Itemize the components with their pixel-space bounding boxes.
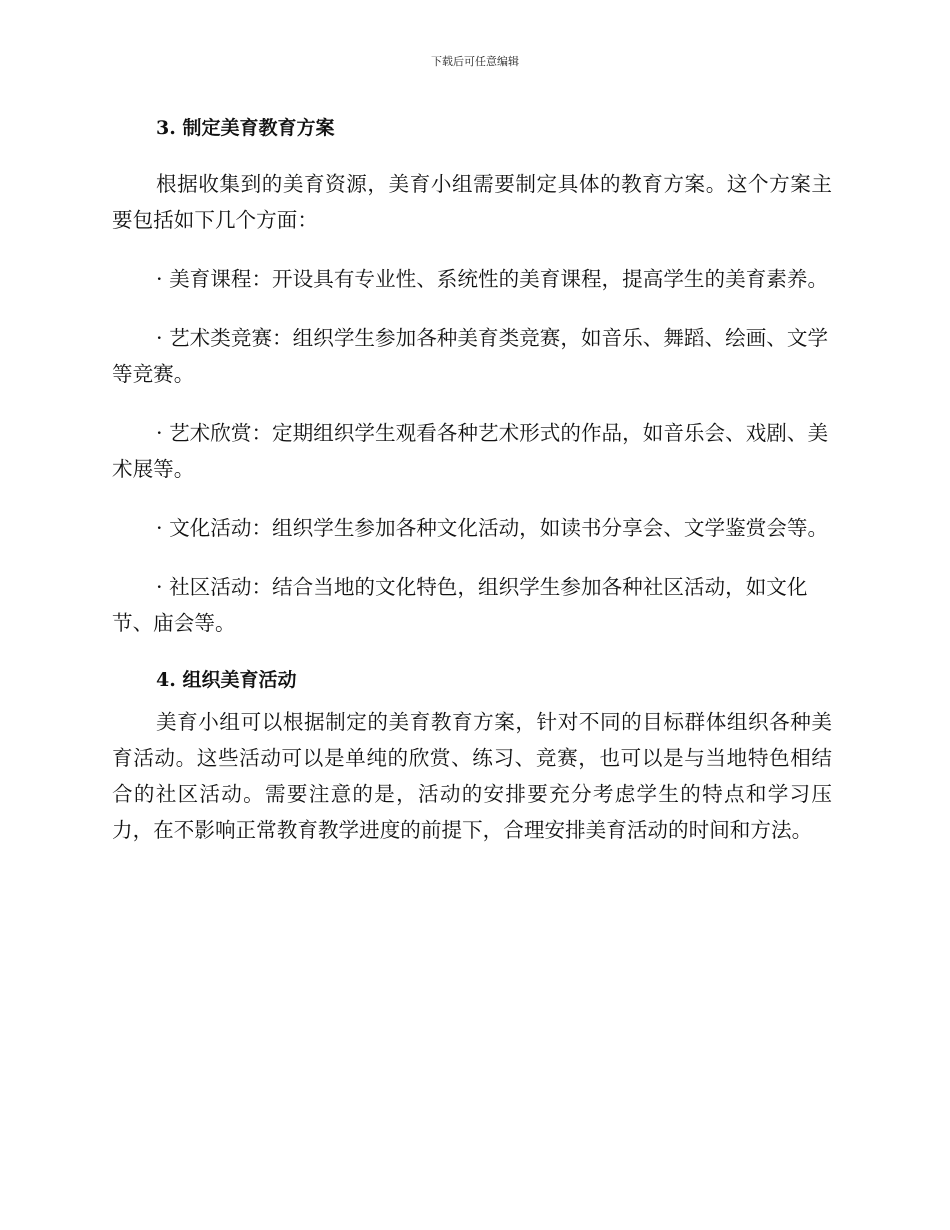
list-item: · 艺术类竞赛：组织学生参加各种美育类竞赛，如音乐、舞蹈、绘画、文学等竞赛。 bbox=[112, 326, 829, 386]
section-4-heading: 4. 组织美育活动 bbox=[156, 669, 297, 691]
document-body bbox=[112, 112, 832, 871]
list-item: · 社区活动：结合当地的文化特色，组织学生参加各种社区活动，如文化节、庙会等。 bbox=[112, 575, 808, 635]
page-header: 下载后可任意编辑 bbox=[431, 55, 519, 68]
list-item: · 艺术欣赏：定期组织学生观看各种艺术形式的作品，如音乐会、戏剧、美术展等。 bbox=[112, 421, 829, 481]
list-item: · 文化活动：组织学生参加各种文化活动，如读书分享会、文学鉴赏会等。 bbox=[156, 516, 829, 540]
section-4-body: 美育小组可以根据制定的美育教育方案，针对不同的目标群体组织各种美育活动。这些活动可以是单纯的欣赏、练习、竞赛，也可以是与当地特色相结合的社区活动。需要注意的是，活动的安排要充分考虑学生的特点和学习压力，在不影响正常教育教学进度的前提下，合理安排美育活动的时间和方法。 bbox=[112, 710, 832, 842]
section-3-intro: 根据收集到的美育资源，美育小组需要制定具体的教育方案。这个方案主要包括如下几个方面： bbox=[112, 172, 832, 232]
list-item: · 美育课程：开设具有专业性、系统性的美育课程，提高学生的美育素养。 bbox=[156, 267, 829, 291]
section-3-heading: 3. 制定美育教育方案 bbox=[156, 117, 335, 139]
